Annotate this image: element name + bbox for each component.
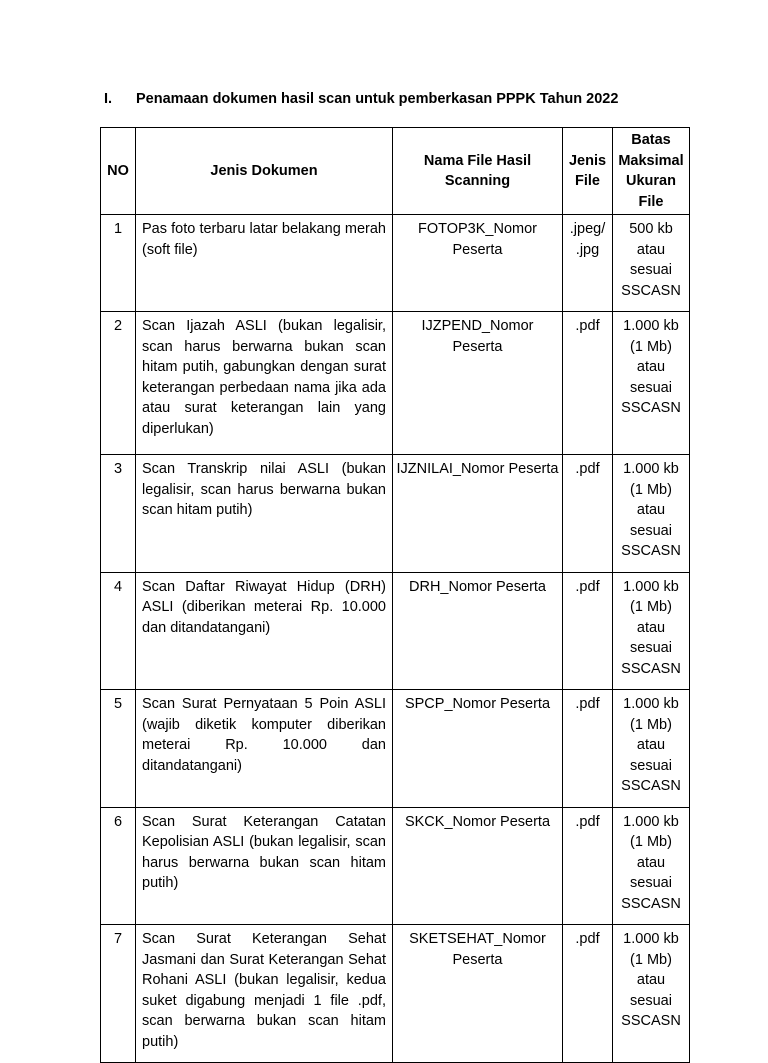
cell-jenis-file: .pdf	[563, 690, 613, 808]
section-number: I.	[104, 91, 113, 107]
section-title: Penamaan dokumen hasil scan untuk pemberkasan PPPK Tahun 2022	[136, 91, 619, 107]
header-no: NO	[101, 128, 136, 215]
header-jenis-dokumen: Jenis Dokumen	[136, 128, 393, 215]
table-row	[101, 215, 690, 312]
cell-no: 7	[101, 925, 136, 1063]
cell-batas-ukuran: 1.000 kb (1 Mb) atau sesuai SSCASN	[613, 690, 690, 808]
table-row	[101, 690, 690, 808]
cell-jenis-file: .pdf	[563, 572, 613, 690]
cell-batas-ukuran: 1.000 kb (1 Mb) atau sesuai SSCASN	[613, 925, 690, 1063]
table-row	[101, 572, 690, 690]
document-naming-table	[100, 127, 690, 1063]
header-batas-ukuran: Batas Maksimal Ukuran File	[613, 128, 690, 215]
cell-jenis-dokumen: Scan Surat Keterangan Catatan Kepolisian ASLI (bukan legalisir, scan harus berwarna bukan scan hitam putih)	[136, 807, 393, 925]
table-row	[101, 925, 690, 1063]
cell-batas-ukuran: 1.000 kb (1 Mb) atau sesuai SSCASN	[613, 572, 690, 690]
cell-jenis-file: .pdf	[563, 312, 613, 455]
cell-no: 4	[101, 572, 136, 690]
cell-batas-ukuran: 1.000 kb (1 Mb) atau sesuai SSCASN	[613, 312, 690, 455]
cell-jenis-file: .pdf	[563, 807, 613, 925]
cell-jenis-dokumen: Scan Surat Keterangan Sehat Jasmani dan Surat Keterangan Sehat Rohani ASLI (bukan legalisir, kedua suket digabung menjadi 1 file .pdf, scan berwarna bukan scan hitam putih)	[136, 925, 393, 1063]
cell-batas-ukuran: 1.000 kb (1 Mb) atau sesuai SSCASN	[613, 807, 690, 925]
cell-jenis-dokumen: Scan Surat Pernyataan 5 Poin ASLI (wajib diketik komputer diberikan meterai Rp. 10.000 dan ditandatangani)	[136, 690, 393, 808]
cell-nama-file: SKCK_Nomor Peserta	[393, 807, 563, 925]
cell-no: 2	[101, 312, 136, 455]
cell-jenis-file: .pdf	[563, 925, 613, 1063]
cell-jenis-dokumen: Scan Transkrip nilai ASLI (bukan legalisir, scan harus berwarna bukan scan hitam putih)	[136, 455, 393, 573]
cell-no: 5	[101, 690, 136, 808]
cell-nama-file: IJZNILAI_Nomor Peserta	[393, 455, 563, 573]
table-header-row	[101, 128, 690, 215]
cell-nama-file: SPCP_Nomor Peserta	[393, 690, 563, 808]
cell-nama-file: FOTOP3K_Nomor Peserta	[393, 215, 563, 312]
header-nama-file: Nama File Hasil Scanning	[393, 128, 563, 215]
cell-jenis-file: .jpeg/ .jpg	[563, 215, 613, 312]
table-row	[101, 312, 690, 455]
table-row	[101, 807, 690, 925]
cell-no: 3	[101, 455, 136, 573]
cell-jenis-dokumen: Pas foto terbaru latar belakang merah (soft file)	[136, 215, 393, 312]
cell-no: 1	[101, 215, 136, 312]
cell-jenis-dokumen: Scan Ijazah ASLI (bukan legalisir, scan harus berwarna bukan scan hitam putih, gabungkan dengan surat keterangan perbedaan nama jika ada atau surat keterangan lain yang diperlukan)	[136, 312, 393, 455]
cell-nama-file: IJZPEND_Nomor Peserta	[393, 312, 563, 455]
cell-nama-file: DRH_Nomor Peserta	[393, 572, 563, 690]
section-heading	[104, 91, 618, 107]
table-row	[101, 455, 690, 573]
header-jenis-file: Jenis File	[563, 128, 613, 215]
cell-no: 6	[101, 807, 136, 925]
cell-jenis-dokumen: Scan Daftar Riwayat Hidup (DRH) ASLI (diberikan meterai Rp. 10.000 dan ditandatangani)	[136, 572, 393, 690]
cell-batas-ukuran: 1.000 kb (1 Mb) atau sesuai SSCASN	[613, 455, 690, 573]
cell-jenis-file: .pdf	[563, 455, 613, 573]
cell-nama-file: SKETSEHAT_Nomor Peserta	[393, 925, 563, 1063]
cell-batas-ukuran: 500 kb atau sesuai SSCASN	[613, 215, 690, 312]
